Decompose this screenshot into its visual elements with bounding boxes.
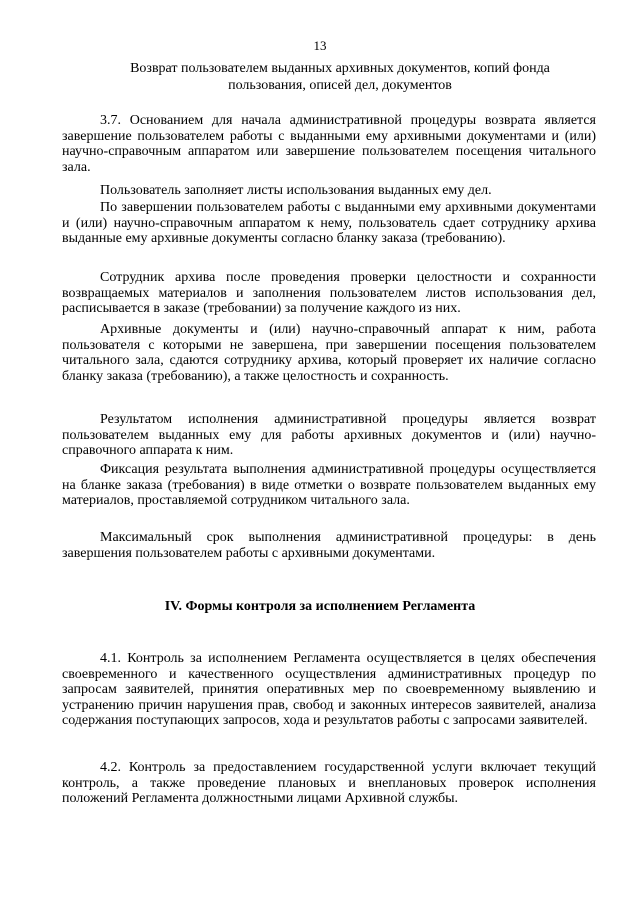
chapter-title: IV. Формы контроля за исполнением Регламента (164, 599, 476, 614)
paragraph-unfinished-work: Архивные документы и (или) научно-справочный аппарат к ним, работа пользователя с которыми не завершена, при завершении посещения пользователем читального зала, сдаются сотруднику архива, который проверяет их наличие согласно бланку заказа (требованию), а также целостность и сохранность. (62, 322, 596, 384)
paragraph-max-term: Максимальный срок выполнения административной процедуры: в день завершения пользователем работы с архивными документами. (62, 530, 596, 561)
paragraph-return-documents: По завершении пользователем работы с выданными ему архивными документами и (или) научно-справочным аппаратом к нему, пользователь сдает сотруднику архива выданные ему архивные документы согласно бланку заказа (требованию). (62, 200, 596, 247)
paragraph-procedure-result: Результатом исполнения административной процедуры является возврат пользователем выданных ему для работы архивных документов и (или) научно-справочного аппарата к ним. (62, 412, 596, 459)
paragraph-4-1: 4.1. Контроль за исполнением Регламента осуществляется в целях обеспечения своевременного и качественного осуществления административных процедур по запросам заявителей, принятия оперативных мер по своевременному выявлению и устранению причин нарушения прав, свобод и законных интересов заявителей, анализа содержания поступающих запросов, хода и результатов работы с запросами заявителей. (62, 651, 596, 729)
paragraph-fixation: Фиксация результата выполнения административной процедуры осуществляется на бланке заказа (требования) в виде отметки о возврате пользователем выданных ему материалов, проставляемой сотрудником читального зала. (62, 462, 596, 509)
section-heading: Возврат пользователем выданных архивных документов, копий фонда пользования, описей дел, документов (130, 61, 550, 93)
paragraph-3-7: 3.7. Основанием для начала административной процедуры возврата является завершение пользователем работы с выданными ему архивными документами и (или) научно-справочным аппаратом или завершение пользователем посещения читального зала. (62, 113, 596, 175)
paragraph-archive-staff-check: Сотрудник архива после проведения проверки целостности и сохранности возвращаемых материалов и заполнения пользователем листов использования дел, расписывается в заказе (требовании) за получение каждого из них. (62, 270, 596, 317)
page-number: 13 (313, 38, 327, 53)
paragraph-fill-usage-sheets: Пользователь заполняет листы использования выданных ему дел. (100, 183, 492, 198)
paragraph-4-2: 4.2. Контроль за предоставлением государственной услуги включает текущий контроль, а также проведение плановых и внеплановых проверок исполнения положений Регламента должностными лицами Архивной службы. (62, 760, 596, 807)
